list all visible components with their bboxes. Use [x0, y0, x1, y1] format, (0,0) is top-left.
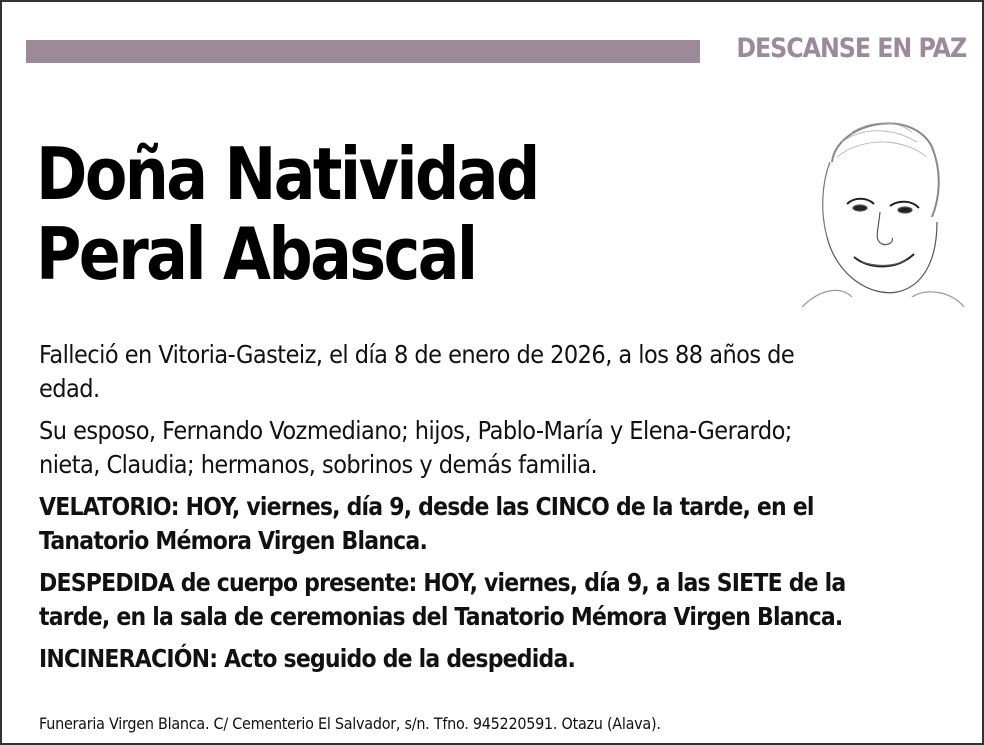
- name-line-1: Doña Natividad: [36, 132, 538, 216]
- death-line-2: edad.: [39, 374, 100, 403]
- farewell-line-2: tarde, en la sala de ceremonias del Tanatorio Mémora Virgen Blanca.: [39, 602, 843, 631]
- notice-body: [39, 338, 959, 684]
- wake-line-2: Tanatorio Mémora Virgen Blanca.: [39, 526, 428, 555]
- farewell-line-1: DESPEDIDA de cuerpo presente: HOY, viernes, día 9, a las SIETE de la: [39, 568, 846, 597]
- section-label: DESCANSE EN PAZ: [736, 33, 966, 64]
- family-list: [39, 414, 867, 482]
- family-line-2: nieta, Claudia; hermanos, sobrinos y demás familia.: [39, 450, 598, 479]
- death-announcement: [39, 338, 867, 406]
- name-line-2: Peral Abascal: [36, 212, 476, 296]
- funeral-home-info: Funeraria Virgen Blanca. C/ Cementerio El Salvador, s/n. Tfno. 945220591. Otazu (Alava).: [39, 714, 661, 733]
- farewell-details: [39, 566, 849, 634]
- wake-details: [39, 490, 849, 558]
- portrait-photo: [792, 102, 968, 312]
- family-line-1: Su esposo, Fernando Vozmediano; hijos, Pablo-María y Elena-Gerardo;: [39, 416, 792, 445]
- portrait-image-icon: [792, 102, 968, 312]
- header-bar: [26, 40, 700, 63]
- wake-line-1: VELATORIO: HOY, viernes, día 9, desde las CINCO de la tarde, en el: [39, 492, 814, 521]
- deceased-name: [36, 134, 538, 294]
- death-line-1: Falleció en Vitoria-Gasteiz, el día 8 de enero de 2026, a los 88 años de: [39, 340, 795, 369]
- cremation-line: INCINERACIÓN: Acto seguido de la despedida.: [39, 644, 576, 673]
- cremation-details: [39, 642, 849, 676]
